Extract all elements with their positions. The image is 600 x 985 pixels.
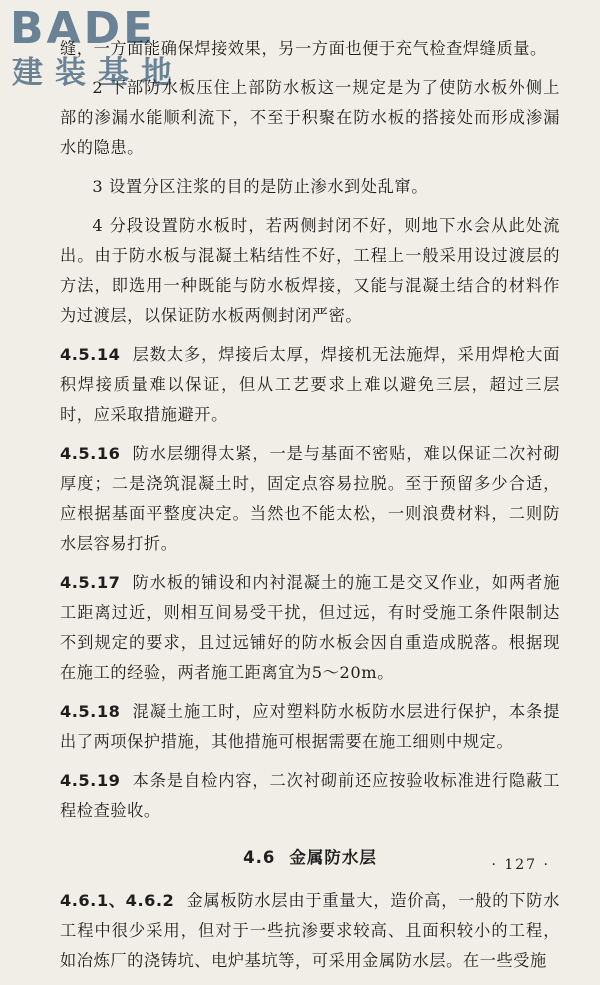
page-number: · 127 ·	[491, 857, 550, 873]
clause-4-5-17	[60, 568, 560, 688]
clause-text: 防水层绷得太紧，一是与基面不密贴，难以保证二次衬砌厚度；二是浇筑混凝土时，固定点容易拉脱。至于预留多少合适，应根据基面平整度决定。当然也不能太松，一则浪费材料，二则防水层容易打折。	[60, 444, 560, 553]
clause-text: 混凝土施工时，应对塑料防水板防水层进行保护，本条提出了两项保护措施，其他措施可根据需要在施工细则中规定。	[60, 702, 560, 751]
clause-text: 层数太多，焊接后太厚，焊接机无法施焊，采用焊枪大面积焊接质量难以保证，但从工艺要求上难以避免三层，超过三层时，应采取措施避开。	[60, 345, 560, 424]
paragraph-item-2: 2 下部防水板压住上部防水板这一规定是为了使防水板外侧上部的渗漏水能顺利流下，不至于积聚在防水板的搭接处而形成渗漏水的隐患。	[60, 78, 560, 157]
clause-4-5-14	[60, 340, 560, 430]
clause-number: 4.5.17	[60, 573, 121, 592]
clause-number: 4.6.1、4.6.2	[60, 891, 175, 910]
paragraph-item-4: 4 分段设置防水板时，若两侧封闭不好，则地下水会从此处流出。由于防水板与混凝土粘结性不好，工程上一般采用设过渡层的方法，即选用一种既能与防水板焊接，又能与混凝土结合的材料作为过渡层，以保证防水板两侧封闭严密。	[60, 216, 560, 325]
paragraph-continuation: 缝，一方面能确保焊接效果，另一方面也便于充气检查焊缝质量。	[60, 39, 547, 58]
clause-number: 4.5.18	[60, 702, 121, 721]
section-title: 金属防水层	[289, 848, 377, 867]
clause-4-5-19	[60, 766, 560, 826]
paragraph-item-3: 3 设置分区注浆的目的是防止渗水到处乱窜。	[92, 177, 428, 196]
clause-number: 4.5.14	[60, 345, 121, 364]
body-text	[60, 34, 560, 985]
clause-text: 金属板防水层由于重量大，造价高，一般的下防水工程中很少采用，但对于一些抗渗要求较高、且面积较小的工程，如冶炼厂的浇铸坑、电炉基坑等，可采用金属防水层。在一些受施	[60, 891, 560, 970]
clause-text: 本条是自检内容，二次衬砌前还应按验收标准进行隐蔽工程检查验收。	[60, 771, 560, 820]
clause-number: 4.5.19	[60, 771, 121, 790]
section-heading	[60, 844, 560, 868]
clause-text: 防水板的铺设和内衬混凝土的施工是交叉作业，如两者施工距离过近，则相互间易受干扰，但过远，有时受施工条件限制达不到规定的要求，且过远铺好的防水板会因自重造成脱落。根据现在施工的经验，两者施工距离宜为5～20m。	[60, 573, 560, 682]
watermark-cjk: 建装基地	[12, 55, 184, 91]
section-number: 4.6	[243, 848, 276, 867]
clause-number: 4.5.16	[60, 444, 121, 463]
clause-4-5-16	[60, 439, 560, 559]
clause-4-5-18	[60, 697, 560, 757]
watermark-latin: BADE	[10, 3, 157, 54]
